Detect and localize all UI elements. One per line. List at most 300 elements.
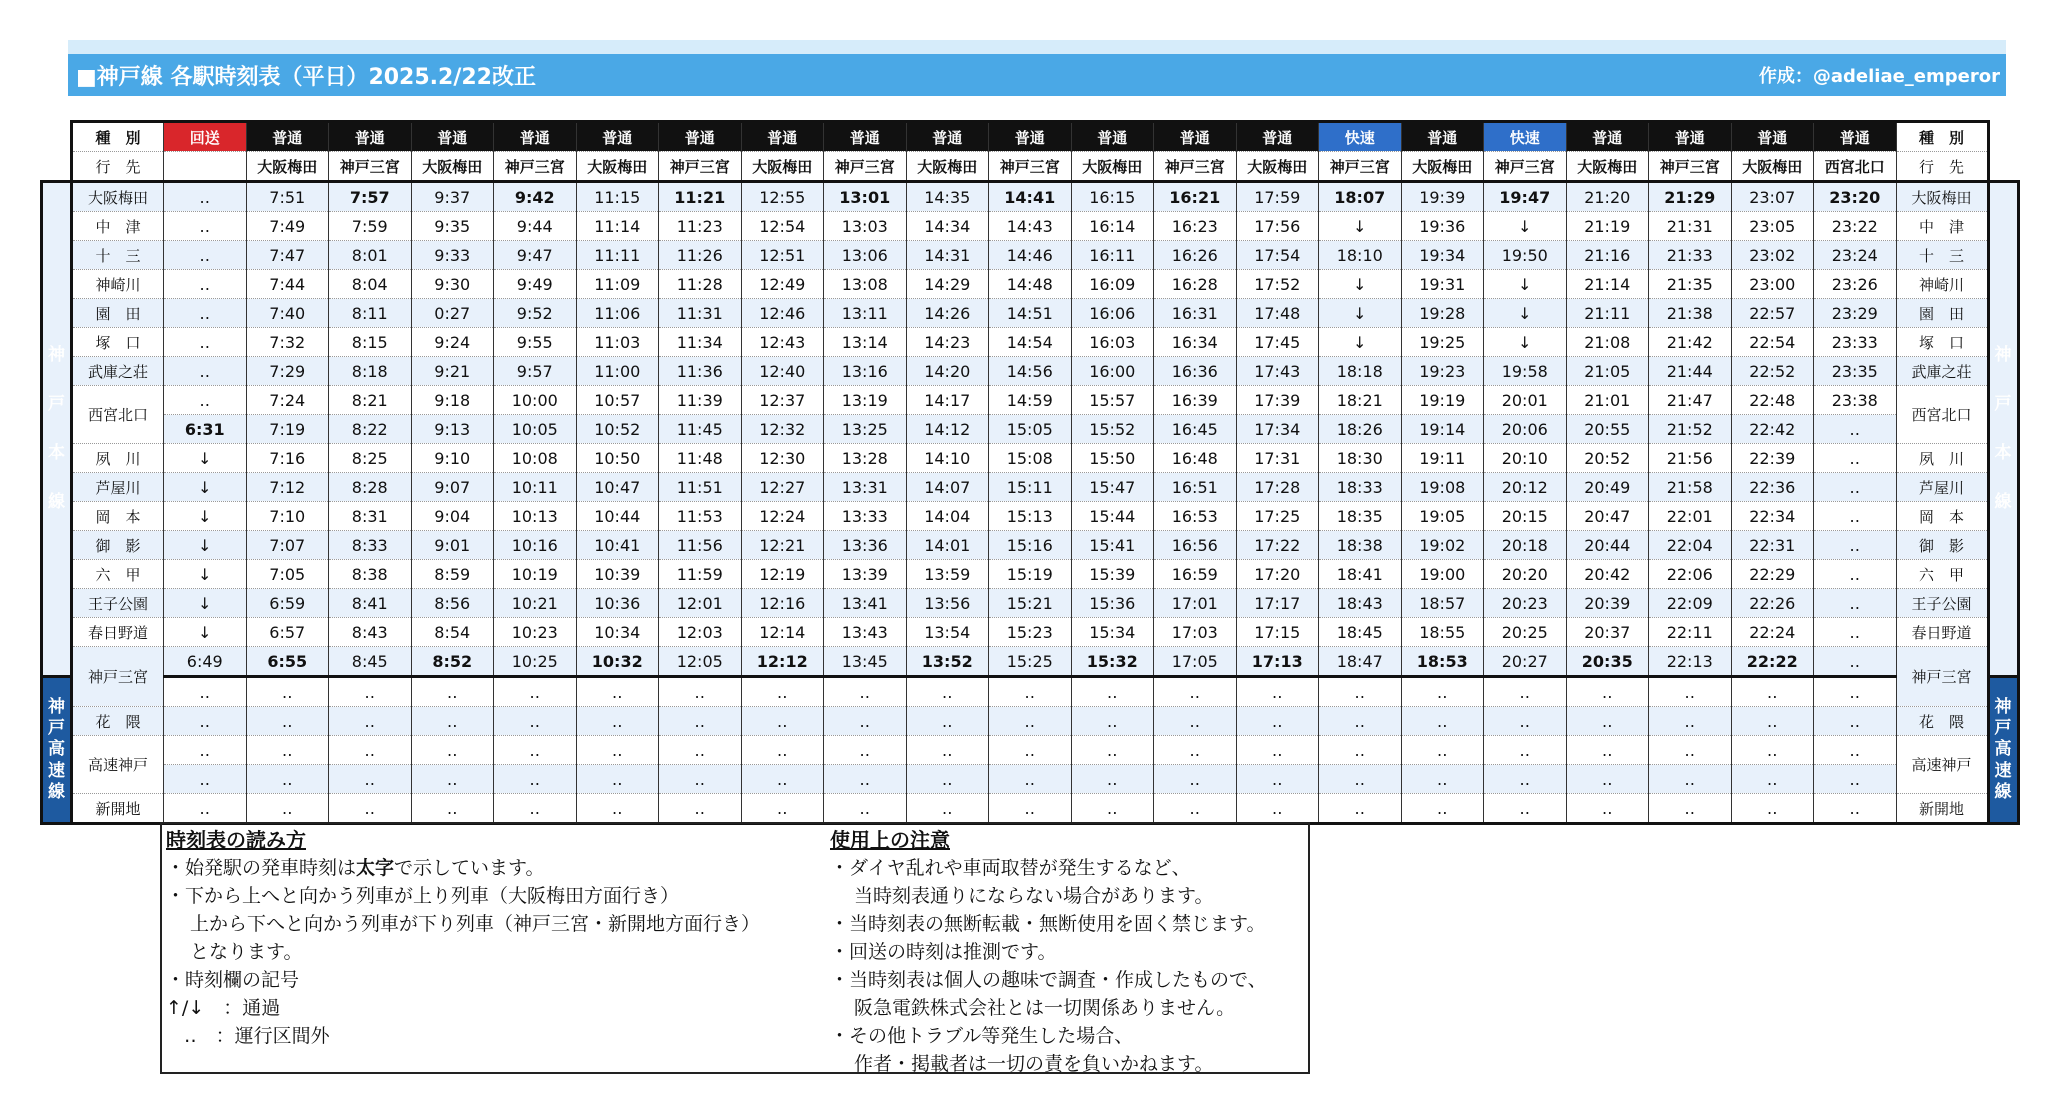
time-cell: 18:55 bbox=[1401, 618, 1484, 647]
line-name-left bbox=[42, 677, 72, 824]
time-cell: 7:57 bbox=[329, 182, 412, 212]
time-cell: ‥ bbox=[246, 765, 329, 794]
time-cell: 19:23 bbox=[1401, 357, 1484, 386]
time-cell: 12:55 bbox=[741, 182, 824, 212]
time-cell: 22:57 bbox=[1731, 299, 1814, 328]
time-cell: 16:21 bbox=[1154, 182, 1237, 212]
time-cell: 22:36 bbox=[1731, 473, 1814, 502]
time-cell: ‥ bbox=[164, 357, 247, 386]
time-cell: 23:20 bbox=[1814, 182, 1897, 212]
train-type: 普通 bbox=[1071, 122, 1154, 152]
time-cell: ‥ bbox=[1814, 415, 1897, 444]
train-type: 普通 bbox=[989, 122, 1072, 152]
time-cell: 16:15 bbox=[1071, 182, 1154, 212]
timetable-row bbox=[42, 182, 2019, 212]
header-dest-row bbox=[42, 152, 2019, 182]
time-cell: ↓ bbox=[164, 444, 247, 473]
time-cell: 13:59 bbox=[906, 560, 989, 589]
station-name: 園 田 bbox=[72, 299, 164, 328]
time-cell: 8:21 bbox=[329, 386, 412, 415]
time-cell: 22:11 bbox=[1649, 618, 1732, 647]
time-cell: 19:08 bbox=[1401, 473, 1484, 502]
author-credit: 作成：@adeliae_emperor bbox=[1758, 66, 2000, 87]
time-cell: 22:54 bbox=[1731, 328, 1814, 357]
time-cell: 11:51 bbox=[659, 473, 742, 502]
timetable-grid bbox=[40, 120, 2020, 825]
time-cell: 14:23 bbox=[906, 328, 989, 357]
banner-top-strip bbox=[68, 40, 2006, 54]
time-cell: 19:25 bbox=[1401, 328, 1484, 357]
time-cell: 15:41 bbox=[1071, 531, 1154, 560]
time-cell: ‥ bbox=[741, 765, 824, 794]
time-cell: 16:31 bbox=[1154, 299, 1237, 328]
time-cell: 11:11 bbox=[576, 241, 659, 270]
time-cell: 10:08 bbox=[494, 444, 577, 473]
time-cell: ‥ bbox=[1649, 707, 1732, 736]
time-cell: 7:16 bbox=[246, 444, 329, 473]
station-name: 神戸三宮 bbox=[72, 647, 164, 707]
time-cell: ‥ bbox=[1154, 765, 1237, 794]
time-cell: 21:58 bbox=[1649, 473, 1732, 502]
reading-guide-item: 上から下へと向かう列車が下り列車（神戸三宮・新開地方面行き） bbox=[190, 913, 761, 935]
time-cell: ‥ bbox=[1154, 794, 1237, 824]
time-cell: 14:20 bbox=[906, 357, 989, 386]
station-name: 大阪梅田 bbox=[72, 182, 164, 212]
time-cell: 22:04 bbox=[1649, 531, 1732, 560]
time-cell: ‥ bbox=[411, 677, 494, 707]
time-cell: 16:39 bbox=[1154, 386, 1237, 415]
time-cell: ↓ bbox=[164, 531, 247, 560]
time-cell: ‥ bbox=[1071, 736, 1154, 765]
train-destination: 神戸三宮 bbox=[1154, 152, 1237, 182]
time-cell: 13:14 bbox=[824, 328, 907, 357]
time-cell: ‥ bbox=[1484, 794, 1567, 824]
station-name: 花 隈 bbox=[1896, 707, 1988, 736]
time-cell: 20:52 bbox=[1566, 444, 1649, 473]
time-cell: ‥ bbox=[1566, 765, 1649, 794]
time-cell: 18:57 bbox=[1401, 589, 1484, 618]
timetable-row bbox=[42, 241, 2019, 270]
train-type: 普通 bbox=[246, 122, 329, 152]
type-label: 種 別 bbox=[72, 122, 164, 152]
line-name-right bbox=[1988, 677, 2018, 824]
time-cell: 14:54 bbox=[989, 328, 1072, 357]
time-cell: 13:43 bbox=[824, 618, 907, 647]
time-cell: 8:38 bbox=[329, 560, 412, 589]
time-cell: ‥ bbox=[576, 765, 659, 794]
time-cell: 20:27 bbox=[1484, 647, 1567, 677]
time-cell: 19:47 bbox=[1484, 182, 1567, 212]
train-destination: 大阪梅田 bbox=[906, 152, 989, 182]
time-cell: 8:01 bbox=[329, 241, 412, 270]
station-name: 夙 川 bbox=[1896, 444, 1988, 473]
time-cell: ‥ bbox=[1814, 794, 1897, 824]
reading-guide bbox=[162, 824, 826, 1072]
time-cell: 22:22 bbox=[1731, 647, 1814, 677]
train-destination: 神戸三宮 bbox=[329, 152, 412, 182]
train-type: 普通 bbox=[1649, 122, 1732, 152]
time-cell: ‥ bbox=[1814, 589, 1897, 618]
time-cell: 17:31 bbox=[1236, 444, 1319, 473]
time-cell: ‥ bbox=[1731, 765, 1814, 794]
time-cell: 20:20 bbox=[1484, 560, 1567, 589]
time-cell: 16:34 bbox=[1154, 328, 1237, 357]
time-cell: 15:13 bbox=[989, 502, 1072, 531]
time-cell: 7:07 bbox=[246, 531, 329, 560]
time-cell: ‥ bbox=[1814, 677, 1897, 707]
time-cell: 14:56 bbox=[989, 357, 1072, 386]
time-cell: 9:44 bbox=[494, 212, 577, 241]
time-cell: ↓ bbox=[1319, 299, 1402, 328]
timetable-row bbox=[42, 357, 2019, 386]
time-cell: 20:18 bbox=[1484, 531, 1567, 560]
time-cell: 17:01 bbox=[1154, 589, 1237, 618]
time-cell: ↓ bbox=[164, 618, 247, 647]
time-cell: ‥ bbox=[1731, 794, 1814, 824]
usage-notes bbox=[826, 824, 1308, 1075]
station-name: 夙 川 bbox=[72, 444, 164, 473]
time-cell: 8:52 bbox=[411, 647, 494, 677]
time-cell: 7:44 bbox=[246, 270, 329, 299]
time-cell: 9:13 bbox=[411, 415, 494, 444]
time-cell: 14:51 bbox=[989, 299, 1072, 328]
time-cell: 21:33 bbox=[1649, 241, 1732, 270]
time-cell: ↓ bbox=[1484, 299, 1567, 328]
time-cell: 11:34 bbox=[659, 328, 742, 357]
time-cell: 9:18 bbox=[411, 386, 494, 415]
timetable-row bbox=[42, 386, 2019, 415]
time-cell: 13:33 bbox=[824, 502, 907, 531]
header-type-row bbox=[42, 122, 2019, 152]
time-cell: ‥ bbox=[1814, 647, 1897, 677]
usage-note-item: ・その他トラブル等発生した場合、 bbox=[830, 1025, 1134, 1047]
time-cell: 14:04 bbox=[906, 502, 989, 531]
timetable-row bbox=[42, 212, 2019, 241]
timetable-row bbox=[42, 736, 2019, 765]
time-cell: 21:31 bbox=[1649, 212, 1732, 241]
time-cell: 15:32 bbox=[1071, 647, 1154, 677]
station-name: 塚 口 bbox=[1896, 328, 1988, 357]
time-cell: ‥ bbox=[1649, 794, 1732, 824]
time-cell: 17:25 bbox=[1236, 502, 1319, 531]
time-cell: 6:31 bbox=[164, 415, 247, 444]
time-cell: 12:16 bbox=[741, 589, 824, 618]
time-cell: ‥ bbox=[989, 794, 1072, 824]
time-cell: ‥ bbox=[411, 794, 494, 824]
time-cell: 7:12 bbox=[246, 473, 329, 502]
time-cell: 16:36 bbox=[1154, 357, 1237, 386]
time-cell: 19:31 bbox=[1401, 270, 1484, 299]
time-cell: ‥ bbox=[1814, 444, 1897, 473]
station-name: 六 甲 bbox=[1896, 560, 1988, 589]
time-cell: ‥ bbox=[494, 794, 577, 824]
time-cell: 21:42 bbox=[1649, 328, 1732, 357]
time-cell: 18:07 bbox=[1319, 182, 1402, 212]
time-cell: 11:28 bbox=[659, 270, 742, 299]
time-cell: 22:06 bbox=[1649, 560, 1732, 589]
timetable-row bbox=[42, 618, 2019, 647]
reading-guide-item bbox=[166, 854, 826, 882]
time-cell: ‥ bbox=[164, 182, 247, 212]
train-type: 普通 bbox=[576, 122, 659, 152]
time-cell: ‥ bbox=[1401, 736, 1484, 765]
time-cell: 10:47 bbox=[576, 473, 659, 502]
time-cell: 15:52 bbox=[1071, 415, 1154, 444]
time-cell: 8:31 bbox=[329, 502, 412, 531]
time-cell: ‥ bbox=[576, 677, 659, 707]
time-cell: 11:36 bbox=[659, 357, 742, 386]
time-cell: 18:10 bbox=[1319, 241, 1402, 270]
time-cell: 22:52 bbox=[1731, 357, 1814, 386]
time-cell: ↓ bbox=[1484, 270, 1567, 299]
timetable-row bbox=[42, 589, 2019, 618]
time-cell: 15:21 bbox=[989, 589, 1072, 618]
reading-guide-item: ・下から上へと向かう列車が上り列車（大阪梅田方面行き） bbox=[166, 885, 680, 907]
time-cell: 15:47 bbox=[1071, 473, 1154, 502]
time-cell: 16:14 bbox=[1071, 212, 1154, 241]
time-cell: ↓ bbox=[1319, 328, 1402, 357]
time-cell: 14:07 bbox=[906, 473, 989, 502]
train-destination: 神戸三宮 bbox=[494, 152, 577, 182]
time-cell: 7:29 bbox=[246, 357, 329, 386]
time-cell: 7:32 bbox=[246, 328, 329, 357]
time-cell: ‥ bbox=[246, 677, 329, 707]
time-cell: ↓ bbox=[1319, 270, 1402, 299]
train-destination: 神戸三宮 bbox=[659, 152, 742, 182]
time-cell: 16:59 bbox=[1154, 560, 1237, 589]
station-name: 園 田 bbox=[1896, 299, 1988, 328]
timetable-row bbox=[42, 270, 2019, 299]
station-name: 王子公園 bbox=[72, 589, 164, 618]
time-cell: 13:56 bbox=[906, 589, 989, 618]
time-cell: 18:38 bbox=[1319, 531, 1402, 560]
station-name: 新開地 bbox=[1896, 794, 1988, 824]
legend-out-of-service: ‥ ：運行区間外 bbox=[184, 1025, 330, 1047]
time-cell: 8:28 bbox=[329, 473, 412, 502]
time-cell: ‥ bbox=[824, 794, 907, 824]
time-cell: ‥ bbox=[659, 794, 742, 824]
time-cell: 13:25 bbox=[824, 415, 907, 444]
time-cell: 8:43 bbox=[329, 618, 412, 647]
time-cell: 9:07 bbox=[411, 473, 494, 502]
time-cell: 23:05 bbox=[1731, 212, 1814, 241]
time-cell: 8:04 bbox=[329, 270, 412, 299]
dest-label: 行 先 bbox=[72, 152, 164, 182]
time-cell: 14:48 bbox=[989, 270, 1072, 299]
train-destination: 大阪梅田 bbox=[246, 152, 329, 182]
station-name: 花 隈 bbox=[72, 707, 164, 736]
train-destination: 西宮北口 bbox=[1814, 152, 1897, 182]
time-cell: 17:48 bbox=[1236, 299, 1319, 328]
time-cell: 10:00 bbox=[494, 386, 577, 415]
time-cell: 13:01 bbox=[824, 182, 907, 212]
time-cell: 19:00 bbox=[1401, 560, 1484, 589]
station-name: 武庫之荘 bbox=[72, 357, 164, 386]
time-cell: 19:58 bbox=[1484, 357, 1567, 386]
station-name: 芦屋川 bbox=[1896, 473, 1988, 502]
time-cell: ‥ bbox=[164, 270, 247, 299]
time-cell: 11:56 bbox=[659, 531, 742, 560]
time-cell: ‥ bbox=[411, 707, 494, 736]
time-cell: 8:56 bbox=[411, 589, 494, 618]
time-cell: 14:01 bbox=[906, 531, 989, 560]
time-cell: 21:11 bbox=[1566, 299, 1649, 328]
time-cell: 10:39 bbox=[576, 560, 659, 589]
train-type: 普通 bbox=[906, 122, 989, 152]
time-cell: 15:08 bbox=[989, 444, 1072, 473]
time-cell: 17:03 bbox=[1154, 618, 1237, 647]
time-cell: 20:42 bbox=[1566, 560, 1649, 589]
time-cell: 10:16 bbox=[494, 531, 577, 560]
time-cell: 22:39 bbox=[1731, 444, 1814, 473]
time-cell: 20:01 bbox=[1484, 386, 1567, 415]
time-cell: 10:52 bbox=[576, 415, 659, 444]
time-cell: 16:28 bbox=[1154, 270, 1237, 299]
time-cell: ‥ bbox=[1319, 736, 1402, 765]
time-cell: ‥ bbox=[1154, 707, 1237, 736]
time-cell: ‥ bbox=[494, 707, 577, 736]
train-destination: 大阪梅田 bbox=[1566, 152, 1649, 182]
time-cell: ‥ bbox=[1401, 707, 1484, 736]
time-cell: 9:55 bbox=[494, 328, 577, 357]
time-cell: ‥ bbox=[1649, 736, 1732, 765]
time-cell: 16:53 bbox=[1154, 502, 1237, 531]
usage-note-item: ・回送の時刻は推測です。 bbox=[830, 941, 1057, 963]
train-type: 普通 bbox=[329, 122, 412, 152]
gap-cell bbox=[1988, 152, 2018, 182]
time-cell: 19:36 bbox=[1401, 212, 1484, 241]
time-cell: 7:10 bbox=[246, 502, 329, 531]
time-cell: ‥ bbox=[1814, 560, 1897, 589]
time-cell: 9:21 bbox=[411, 357, 494, 386]
time-cell: 20:35 bbox=[1566, 647, 1649, 677]
time-cell: ‥ bbox=[1814, 473, 1897, 502]
timetable-row bbox=[42, 473, 2019, 502]
time-cell: 17:59 bbox=[1236, 182, 1319, 212]
time-cell: 11:39 bbox=[659, 386, 742, 415]
usage-note-item: 作者・掲載者は一切の責を負いかねます。 bbox=[854, 1053, 1214, 1075]
time-cell: 21:52 bbox=[1649, 415, 1732, 444]
time-cell: ↓ bbox=[164, 473, 247, 502]
time-cell: ‥ bbox=[1236, 677, 1319, 707]
time-cell: 21:56 bbox=[1649, 444, 1732, 473]
time-cell: 17:39 bbox=[1236, 386, 1319, 415]
time-cell: 19:34 bbox=[1401, 241, 1484, 270]
time-cell: ‥ bbox=[164, 299, 247, 328]
note-bold-text: 太字 bbox=[356, 857, 395, 879]
note-text: で示しています。 bbox=[394, 857, 545, 879]
time-cell: 22:29 bbox=[1731, 560, 1814, 589]
station-name: 岡 本 bbox=[72, 502, 164, 531]
time-cell: ‥ bbox=[1731, 736, 1814, 765]
train-destination: 神戸三宮 bbox=[1484, 152, 1567, 182]
time-cell: 20:49 bbox=[1566, 473, 1649, 502]
time-cell: 13:03 bbox=[824, 212, 907, 241]
time-cell: 21:35 bbox=[1649, 270, 1732, 299]
time-cell: 20:10 bbox=[1484, 444, 1567, 473]
time-cell: 6:59 bbox=[246, 589, 329, 618]
time-cell: 19:14 bbox=[1401, 415, 1484, 444]
time-cell: 18:18 bbox=[1319, 357, 1402, 386]
time-cell: ‥ bbox=[824, 677, 907, 707]
station-name: 芦屋川 bbox=[72, 473, 164, 502]
time-cell: 20:23 bbox=[1484, 589, 1567, 618]
time-cell: 15:36 bbox=[1071, 589, 1154, 618]
time-cell: 7:47 bbox=[246, 241, 329, 270]
station-name: 中 津 bbox=[72, 212, 164, 241]
time-cell: 22:01 bbox=[1649, 502, 1732, 531]
station-name: 御 影 bbox=[1896, 531, 1988, 560]
time-cell: ‥ bbox=[1401, 677, 1484, 707]
time-cell: ‥ bbox=[576, 794, 659, 824]
train-destination: 神戸三宮 bbox=[1319, 152, 1402, 182]
station-name: 武庫之荘 bbox=[1896, 357, 1988, 386]
time-cell: ‥ bbox=[1649, 765, 1732, 794]
time-cell: ‥ bbox=[1566, 794, 1649, 824]
time-cell: 15:57 bbox=[1071, 386, 1154, 415]
time-cell: 16:09 bbox=[1071, 270, 1154, 299]
station-name: 春日野道 bbox=[72, 618, 164, 647]
train-destination: 神戸三宮 bbox=[1649, 152, 1732, 182]
time-cell: ‥ bbox=[1484, 707, 1567, 736]
time-cell: 15:39 bbox=[1071, 560, 1154, 589]
time-cell: ‥ bbox=[989, 707, 1072, 736]
time-cell: 18:35 bbox=[1319, 502, 1402, 531]
time-cell: 10:36 bbox=[576, 589, 659, 618]
station-name: 春日野道 bbox=[1896, 618, 1988, 647]
time-cell: 12:14 bbox=[741, 618, 824, 647]
time-cell: 14:31 bbox=[906, 241, 989, 270]
time-cell: 12:05 bbox=[659, 647, 742, 677]
time-cell: 17:56 bbox=[1236, 212, 1319, 241]
time-cell: ‥ bbox=[1566, 677, 1649, 707]
time-cell: 8:22 bbox=[329, 415, 412, 444]
time-cell: 11:03 bbox=[576, 328, 659, 357]
time-cell: ‥ bbox=[164, 212, 247, 241]
time-cell: 13:39 bbox=[824, 560, 907, 589]
time-cell: 22:34 bbox=[1731, 502, 1814, 531]
time-cell: 13:31 bbox=[824, 473, 907, 502]
time-cell: ‥ bbox=[1236, 707, 1319, 736]
time-cell: 18:53 bbox=[1401, 647, 1484, 677]
time-cell: ‥ bbox=[329, 794, 412, 824]
time-cell: ‥ bbox=[659, 677, 742, 707]
time-cell: ‥ bbox=[989, 677, 1072, 707]
time-cell: 11:09 bbox=[576, 270, 659, 299]
time-cell: 8:54 bbox=[411, 618, 494, 647]
time-cell: 8:59 bbox=[411, 560, 494, 589]
time-cell: ‥ bbox=[989, 765, 1072, 794]
time-cell: 10:05 bbox=[494, 415, 577, 444]
time-cell: 13:45 bbox=[824, 647, 907, 677]
time-cell: 11:45 bbox=[659, 415, 742, 444]
gap-cell bbox=[42, 122, 72, 152]
time-cell: 22:09 bbox=[1649, 589, 1732, 618]
time-cell: 8:11 bbox=[329, 299, 412, 328]
station-name: 王子公園 bbox=[1896, 589, 1988, 618]
station-name: 神崎川 bbox=[1896, 270, 1988, 299]
time-cell: ↓ bbox=[1484, 212, 1567, 241]
time-cell: 8:41 bbox=[329, 589, 412, 618]
time-cell: 10:34 bbox=[576, 618, 659, 647]
time-cell: 16:51 bbox=[1154, 473, 1237, 502]
time-cell: 17:52 bbox=[1236, 270, 1319, 299]
time-cell: 13:41 bbox=[824, 589, 907, 618]
usage-note-item: ・当時刻表の無断転載・無断使用を固く禁じます。 bbox=[830, 913, 1266, 935]
time-cell: 21:05 bbox=[1566, 357, 1649, 386]
time-cell: 23:29 bbox=[1814, 299, 1897, 328]
station-name: 新開地 bbox=[72, 794, 164, 824]
